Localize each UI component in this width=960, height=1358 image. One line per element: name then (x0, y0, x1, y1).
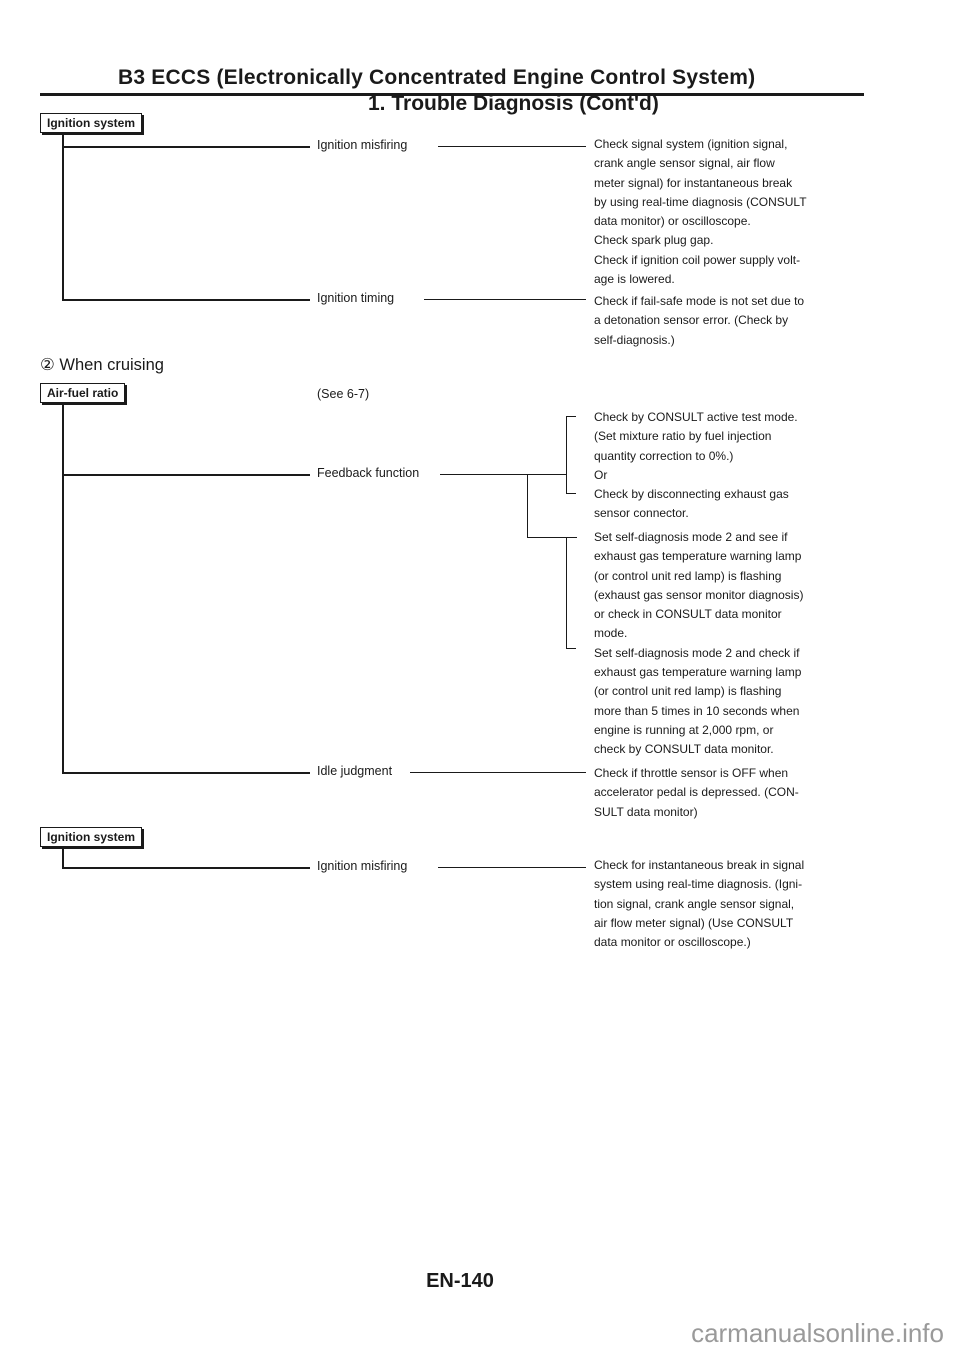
leader-line (440, 474, 566, 475)
tree-connector-horizontal (62, 474, 310, 476)
item-description: Check if throttle sensor is OFF when accelerator pedal is depressed. (CON- SULT data monitor) (594, 766, 799, 819)
leader-line (424, 299, 586, 300)
page-title: B3 ECCS (Electronically Concentrated Engine Control System) (118, 66, 756, 89)
item-description: Check for instantaneous break in signal system using real-time diagnosis. (Igni- tion signal, crank angle sensor signal, air flow meter signal) (Use CONSULT data monitor or oscilloscope.) (594, 858, 805, 950)
item-label: Feedback function (317, 466, 420, 480)
tree-connector-vertical (62, 846, 64, 868)
tree-connector-horizontal (62, 146, 310, 148)
tree-connector-horizontal (62, 772, 310, 774)
feedback-check-description: Check by CONSULT active test mode. (Set mixture ratio by fuel injection quantity correction to 0%.) Or Check by disconnecting exhaust gas sensor connector. (594, 410, 798, 521)
item-label: Idle judgment (317, 764, 393, 778)
tree-connector-horizontal (527, 537, 577, 538)
section-heading (40, 355, 164, 375)
ignition-system-box: Ignition system (40, 113, 142, 133)
item-description: Check signal system (ignition signal, crank angle sensor signal, air flow meter signal) for instantaneous break by using real-time diagnosis (CONSULT data monitor) or oscilloscope. Check spark plug gap. Check if ignition coil power supply volt- age is lowered. (594, 137, 807, 287)
section-number: ② (40, 356, 55, 374)
self-diagnosis-description: Set self-diagnosis mode 2 and see if exhaust gas temperature warning lamp (or control unit red lamp) is flashing (exhaust gas sensor monitor diagnosis) or check in CONSULT data monitor mode. Set self-diagnosis mode 2 and check if exhaust gas temperature warning lamp (or control unit red lamp) is flashing more than 5 times in 10 seconds when engine is running at 2,000 rpm, or check by CONSULT data monitor. (594, 530, 804, 757)
tree-connector-vertical (62, 132, 64, 300)
section-label: When cruising (59, 356, 164, 374)
leader-line (410, 772, 586, 773)
page-subtitle: 1. Trouble Diagnosis (Cont'd) (368, 92, 659, 115)
tree-connector-horizontal (62, 299, 310, 301)
item-label: Ignition misfiring (317, 859, 408, 873)
bracket-line (566, 416, 576, 417)
bracket-line (566, 648, 576, 649)
tree-connector-vertical (62, 402, 64, 773)
air-fuel-ratio-box: Air-fuel ratio (40, 383, 125, 403)
bracket-line (566, 493, 576, 494)
page-number: EN-140 (426, 1270, 494, 1292)
item-description: Check if fail-safe mode is not set due to a detonation sensor error. (Check by self-diagnosis.) (594, 294, 805, 347)
leader-line (438, 867, 586, 868)
bracket-line (566, 416, 567, 494)
bracket-line (566, 537, 567, 649)
tree-connector-horizontal (62, 867, 310, 869)
leader-line (438, 146, 586, 147)
watermark: carmanualsonline.info (691, 1318, 944, 1348)
item-label: Ignition misfiring (317, 138, 408, 152)
see-reference: (See 6-7) (317, 387, 370, 401)
ignition-system-box: Ignition system (40, 827, 142, 847)
tree-connector-vertical (527, 474, 528, 538)
item-label: Ignition timing (317, 291, 395, 305)
